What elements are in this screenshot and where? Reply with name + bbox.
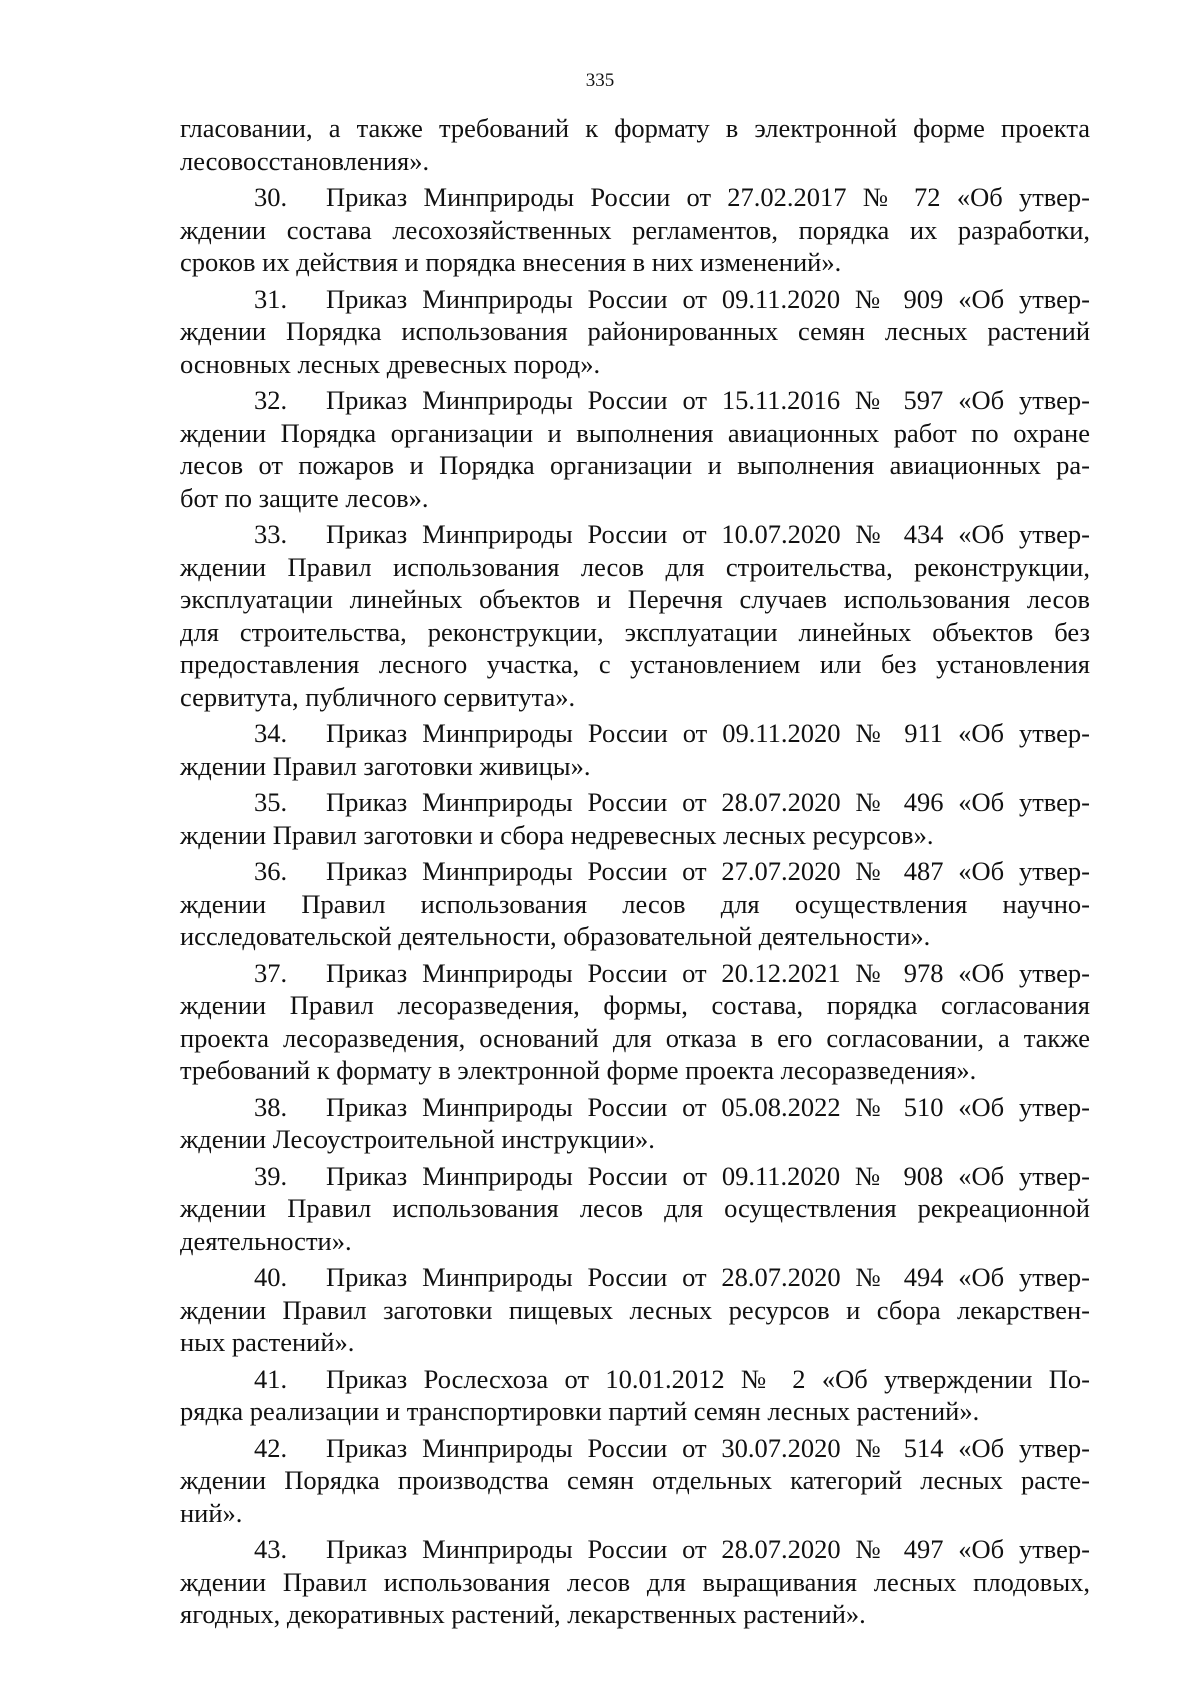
list-item-line: ждении Правил заготовки пищевых лесных ресурсов и сбора лекарствен- xyxy=(180,1294,1090,1325)
list-item xyxy=(180,181,1090,279)
list-item-line: ждении Порядка организации и выполнения авиационных работ по охране xyxy=(180,417,1090,448)
list-item-line xyxy=(180,957,1090,990)
list-item-text: Приказ Минприроды России от 27.07.2020 № 487 «Об утвер- xyxy=(326,856,1090,886)
list-item-line: требований к формату в электронной форме проекта лесоразведения». xyxy=(180,1055,977,1085)
list-item-text: Приказ Минприроды России от 05.08.2022 № 510 «Об утвер- xyxy=(326,1091,1090,1122)
list-item-line: ждении Правил заготовки живицы». xyxy=(180,750,591,781)
list-item-text: Приказ Минприроды России от 30.07.2020 № 514 «Об утвер- xyxy=(326,1432,1090,1463)
intro-line: лесовосстановления». xyxy=(180,145,430,176)
list-item-line xyxy=(180,283,1090,316)
list-item-number: 36. xyxy=(254,856,288,886)
list-item-line: ягодных, декоративных растений, лекарственных растений». xyxy=(180,1599,866,1629)
list-item-line xyxy=(180,1432,1090,1465)
list-item-text: Приказ Минприроды России от 15.11.2016 № 597 «Об утвер- xyxy=(326,385,1090,415)
list-item-line: ждении Порядка производства семян отдельных категорий лесных расте- xyxy=(180,1465,1090,1495)
list-item-line: ных растений». xyxy=(180,1327,355,1357)
list-item-number: 30. xyxy=(254,182,288,212)
list-item-line: для строительства, реконструкции, эксплуатации линейных объектов без xyxy=(180,616,1090,647)
list-item-line xyxy=(180,1091,1090,1124)
list-item-line: рядка реализации и транспортировки партий семян лесных растений». xyxy=(180,1396,980,1426)
order-list xyxy=(180,181,1090,1631)
list-item-line: лесов от пожаров и Порядка организации и выполнения авиационных ра- xyxy=(180,450,1090,480)
list-item-line: ждении Правил использования лесов для строительства, реконструкции, xyxy=(180,551,1090,582)
list-item-line: сроков их действия и порядка внесения в них изменений». xyxy=(180,247,842,277)
list-item-text: Приказ Рослесхоза от 10.01.2012 № 2 «Об утверждении По- xyxy=(326,1363,1090,1394)
list-item-text: Приказ Минприроды России от 27.02.2017 № 72 «Об утвер- xyxy=(326,182,1090,212)
list-item-line: сервитута, публичного сервитута». xyxy=(180,681,576,712)
list-item-text: Приказ Минприроды России от 10.07.2020 № 434 «Об утвер- xyxy=(326,519,1090,549)
list-item xyxy=(180,518,1090,713)
list-item-line xyxy=(180,1533,1090,1566)
list-item-line: деятельности». xyxy=(180,1225,352,1256)
list-item-number: 35. xyxy=(254,787,288,817)
list-item-number: 42. xyxy=(254,1432,288,1463)
list-item-line: ний». xyxy=(180,1497,243,1528)
list-item-line: ждении Правил заготовки и сбора недревесных лесных ресурсов». xyxy=(180,819,934,850)
intro-line: гласовании, а также требований к формату в электронной форме проекта xyxy=(180,113,1090,143)
list-item-number: 37. xyxy=(254,957,288,988)
list-item-line xyxy=(180,518,1090,551)
list-item-number: 34. xyxy=(254,718,288,748)
list-item-text: Приказ Минприроды России от 28.07.2020 № 494 «Об утвер- xyxy=(326,1262,1090,1292)
list-item-line: ждении Порядка использования районированных семян лесных растений xyxy=(180,316,1090,346)
list-item-number: 32. xyxy=(254,385,288,415)
list-item-text: Приказ Минприроды России от 28.07.2020 № 497 «Об утвер- xyxy=(326,1534,1090,1564)
list-item xyxy=(180,717,1090,782)
list-item xyxy=(180,1091,1090,1156)
list-item-text: Приказ Минприроды России от 09.11.2020 № 908 «Об утвер- xyxy=(326,1160,1090,1191)
list-item-number: 43. xyxy=(254,1534,288,1564)
list-item-line: ждении Правил лесоразведения, формы, состава, порядка согласования xyxy=(180,990,1090,1020)
list-item-line: проекта лесоразведения, оснований для отказа в его согласовании, а также xyxy=(180,1022,1090,1053)
list-item-line xyxy=(180,1261,1090,1294)
list-item-line: эксплуатации линейных объектов и Перечня случаев использования лесов xyxy=(180,584,1090,614)
document-body xyxy=(180,112,1090,1631)
list-item xyxy=(180,957,1090,1087)
list-item-line xyxy=(180,1363,1090,1396)
list-item-number: 38. xyxy=(254,1091,288,1122)
list-item-line: ждении состава лесохозяйственных регламентов, порядка их разработки, xyxy=(180,214,1090,245)
list-item-text: Приказ Минприроды России от 28.07.2020 № 496 «Об утвер- xyxy=(326,787,1090,817)
list-item xyxy=(180,1261,1090,1359)
list-item xyxy=(180,1363,1090,1428)
list-item-number: 31. xyxy=(254,283,288,314)
page-number: 335 xyxy=(585,70,615,91)
list-item-text: Приказ Минприроды России от 09.11.2020 № 911 «Об утвер- xyxy=(326,718,1090,748)
list-item-line: основных лесных древесных пород». xyxy=(180,348,601,379)
list-item-line: ждении Лесоустроительной инструкции». xyxy=(180,1124,655,1154)
list-item xyxy=(180,1533,1090,1631)
list-item-line: ждении Правил использования лесов для осуществления научно- xyxy=(180,888,1090,919)
list-item-text: Приказ Минприроды России от 09.11.2020 № 909 «Об утвер- xyxy=(326,283,1090,314)
list-item-number: 39. xyxy=(254,1160,288,1191)
list-item-line xyxy=(180,717,1090,750)
list-item-number: 33. xyxy=(254,519,288,549)
list-item-line xyxy=(180,786,1090,819)
list-item xyxy=(180,283,1090,381)
list-item-text: Приказ Минприроды России от 20.12.2021 № 978 «Об утвер- xyxy=(326,957,1090,988)
list-item-line: предоставления лесного участка, с установлением или без установления xyxy=(180,649,1090,679)
list-item-line xyxy=(180,181,1090,214)
list-item-number: 41. xyxy=(254,1363,288,1394)
list-item xyxy=(180,384,1090,514)
list-item xyxy=(180,1160,1090,1258)
list-item-line xyxy=(180,1160,1090,1193)
intro-paragraph xyxy=(180,112,1090,177)
list-item-line: исследовательской деятельности, образовательной деятельности». xyxy=(180,921,931,951)
list-item-line xyxy=(180,855,1090,888)
list-item-line: бот по защите лесов». xyxy=(180,482,429,513)
list-item-line: ждении Правил использования лесов для выращивания лесных плодовых, xyxy=(180,1566,1090,1597)
list-item-line xyxy=(180,384,1090,417)
list-item-line: ждении Правил использования лесов для осуществления рекреационной xyxy=(180,1193,1090,1223)
list-item xyxy=(180,786,1090,851)
list-item-number: 40. xyxy=(254,1262,288,1292)
list-item xyxy=(180,1432,1090,1530)
list-item xyxy=(180,855,1090,953)
